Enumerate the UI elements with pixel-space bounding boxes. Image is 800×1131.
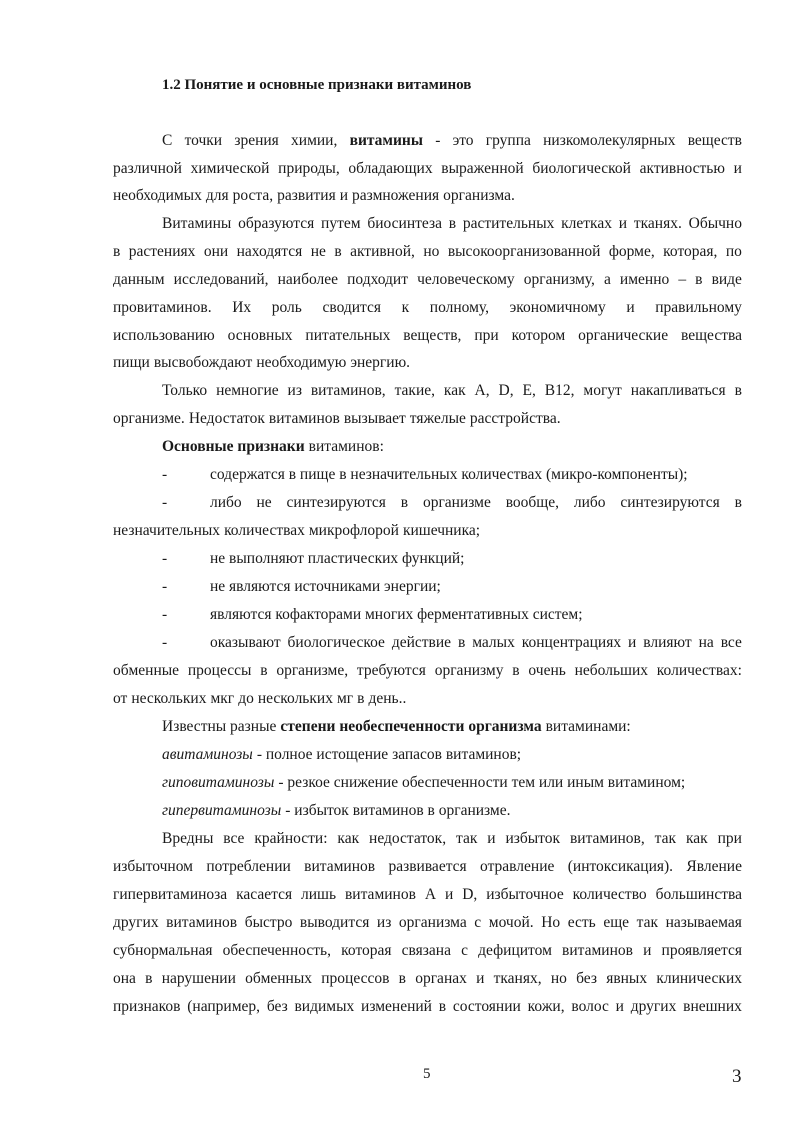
word: процессов xyxy=(321,970,390,987)
p3-line-2 xyxy=(113,409,742,429)
definition-2-term: гиповитаминозы xyxy=(162,774,275,791)
word: в xyxy=(448,215,457,232)
word: с xyxy=(474,914,482,931)
word: лишь xyxy=(301,886,337,903)
word: в xyxy=(438,998,447,1015)
word: клинических xyxy=(656,970,742,987)
word: очень xyxy=(528,662,566,679)
word: развивается xyxy=(388,858,467,875)
word: форме, xyxy=(608,243,655,260)
word: Их xyxy=(232,299,252,316)
word: находятся xyxy=(236,243,303,260)
word: из xyxy=(287,382,302,399)
word: связана xyxy=(401,942,451,959)
list-item-6-line-1 xyxy=(210,633,742,653)
word: данным xyxy=(113,271,165,288)
definition-3-text: - избыток витаминов в организме. xyxy=(285,802,511,819)
word: A xyxy=(424,886,437,903)
word: Обычно xyxy=(688,215,742,232)
list-item-3: не выполняют пластических функций; xyxy=(210,550,465,567)
word: витаминов xyxy=(268,410,340,427)
p6-line-1 xyxy=(162,829,742,849)
word: не xyxy=(310,243,326,260)
definition-1-term: авитаминозы xyxy=(162,746,253,763)
word: организму xyxy=(434,662,504,679)
word: отравление xyxy=(480,858,555,875)
list-dash-5: - xyxy=(162,606,168,623)
word: так xyxy=(636,914,658,931)
word: использованию xyxy=(113,327,215,344)
word: обменных xyxy=(245,970,313,987)
word: для xyxy=(205,187,229,204)
list-item-1: содержатся в пище в незначительных количествах (микро-компоненты); xyxy=(210,466,688,483)
word: мкг xyxy=(210,690,235,707)
word: органах xyxy=(415,970,467,987)
word: недостаток, xyxy=(369,830,447,847)
word: образуются xyxy=(238,215,315,232)
word: а xyxy=(603,271,611,288)
word: в xyxy=(334,243,342,260)
word: тканях, xyxy=(493,970,542,987)
word: необходимую xyxy=(256,354,347,371)
word: количество xyxy=(572,886,647,903)
word: виде xyxy=(711,271,742,288)
p4-rest: витаминов: xyxy=(308,438,384,455)
list-item-5: являются кофакторами многих ферментативных систем; xyxy=(210,606,583,623)
word: организма. xyxy=(443,187,515,204)
word: организма xyxy=(398,914,467,931)
word: нескольких xyxy=(257,690,333,707)
word: субнормальная xyxy=(113,942,213,959)
word: организму, xyxy=(523,271,595,288)
word: основных xyxy=(227,327,293,344)
word: обладающих xyxy=(348,160,433,177)
word: синтезируются xyxy=(286,494,386,511)
word: Но xyxy=(541,914,561,931)
word: растениях xyxy=(128,243,196,260)
word: группа xyxy=(485,132,531,149)
p2-line-5 xyxy=(113,326,742,346)
word: с xyxy=(461,942,469,959)
word: биосинтеза xyxy=(367,215,442,232)
word: микрофлорой xyxy=(308,522,399,539)
word: биологическое xyxy=(287,634,385,651)
p4-line xyxy=(162,437,742,457)
word: правильному xyxy=(655,299,742,316)
word: выводится xyxy=(299,914,370,931)
page-number-secondary: 3 xyxy=(732,1066,742,1087)
word: человеческому xyxy=(417,271,515,288)
word: как xyxy=(337,830,360,847)
word: D, xyxy=(462,886,478,903)
word: витаминов xyxy=(344,886,416,903)
definition-1 xyxy=(162,745,742,765)
word: активной, xyxy=(350,243,415,260)
word: немногие xyxy=(216,382,279,399)
word: именно xyxy=(619,271,670,288)
word: изменений xyxy=(361,998,432,1015)
word: и xyxy=(626,299,635,316)
word: есть xyxy=(567,914,596,931)
word: наиболее xyxy=(277,271,339,288)
word: и xyxy=(615,998,624,1015)
word: размножения xyxy=(352,187,440,204)
word: либо xyxy=(573,494,606,511)
p6-line-2 xyxy=(113,857,742,877)
word: внешних xyxy=(683,998,742,1015)
word: органические xyxy=(578,327,669,344)
p6-line-6 xyxy=(113,969,742,989)
word: различной xyxy=(113,160,182,177)
word: клетках xyxy=(561,215,612,232)
word: точки xyxy=(184,132,223,149)
word: исследований, xyxy=(173,271,269,288)
word: организме, xyxy=(276,662,349,679)
word: кишечника; xyxy=(402,522,481,539)
word: сводится xyxy=(322,299,382,316)
word: пищи xyxy=(113,354,150,371)
page-number: 5 xyxy=(423,1066,431,1082)
word: кожи, xyxy=(527,998,565,1015)
word: высокоорганизованной xyxy=(447,243,601,260)
word: в xyxy=(734,382,742,399)
word: и xyxy=(487,830,496,847)
word: процессы xyxy=(187,662,252,679)
word: но xyxy=(423,243,440,260)
word: развития xyxy=(277,187,336,204)
word: Явление xyxy=(686,858,742,875)
word: небольших xyxy=(574,662,648,679)
section-heading: 1.2 Понятие и основные признаки витаминов xyxy=(162,77,472,93)
word: гипервитаминоза xyxy=(113,886,228,903)
word: активностью xyxy=(639,160,725,177)
word: высвобождают xyxy=(153,354,253,371)
word: так xyxy=(654,830,677,847)
word: в xyxy=(457,634,466,651)
word: потреблении xyxy=(206,858,291,875)
word: организме. xyxy=(113,410,185,427)
word: и xyxy=(628,634,637,651)
word: в xyxy=(357,690,365,707)
word: могут xyxy=(583,382,622,399)
word: вещества xyxy=(681,327,742,344)
word: синтезируются xyxy=(620,494,720,511)
word: в xyxy=(695,271,703,288)
word: витаминов xyxy=(562,942,633,959)
p5-line xyxy=(162,717,742,737)
p2-line-6 xyxy=(113,353,742,373)
word: полному, xyxy=(429,299,490,316)
p3-line-1 xyxy=(162,381,742,401)
word: крайности: xyxy=(254,830,328,847)
word: они xyxy=(203,243,229,260)
p1-line-1 xyxy=(162,131,742,151)
word: либо xyxy=(210,494,242,511)
p2-line-1 xyxy=(162,214,742,234)
p1-line-2 xyxy=(113,159,742,179)
p5-bold: степени необеспеченности организма xyxy=(280,718,542,735)
word: экономичному xyxy=(509,299,606,316)
word: незначительных xyxy=(113,522,221,539)
word: такие, xyxy=(394,382,436,399)
word: состоянии xyxy=(452,998,521,1015)
word: (например, xyxy=(187,998,261,1015)
word: витаминов, xyxy=(310,382,386,399)
word: обеспеченность, xyxy=(222,942,332,959)
word: других xyxy=(113,914,159,931)
word: A, xyxy=(474,382,490,399)
word: как xyxy=(685,830,708,847)
word: (интоксикация). xyxy=(567,858,674,875)
word: накапливаться xyxy=(630,382,726,399)
word: роста, xyxy=(232,187,274,204)
word: и xyxy=(339,187,349,204)
word: в xyxy=(398,970,406,987)
word: в xyxy=(145,970,153,987)
word: мг xyxy=(336,690,354,707)
word: количествах: xyxy=(656,662,742,679)
word: низкомолекулярных xyxy=(543,132,676,149)
word: - xyxy=(435,132,441,149)
word: все xyxy=(720,634,742,651)
p2-line-2 xyxy=(113,242,742,262)
word: подходит xyxy=(347,271,408,288)
word: других xyxy=(630,998,677,1015)
word: витаминов xyxy=(304,858,376,875)
word: веществ, xyxy=(403,327,462,344)
word: провитаминов. xyxy=(113,299,212,316)
word: котором xyxy=(511,327,566,344)
list-dash-1: - xyxy=(162,466,168,483)
list-item-6-line-2 xyxy=(113,661,742,681)
list-item-2-line-1 xyxy=(210,493,742,513)
word: до xyxy=(238,690,254,707)
p5-text-a: Известны разные xyxy=(162,718,277,735)
word: питательных xyxy=(305,327,391,344)
list-dash-2: - xyxy=(162,494,168,511)
word: называемая xyxy=(665,914,742,931)
word: тканях. xyxy=(633,215,682,232)
word: без xyxy=(266,998,288,1015)
word: и xyxy=(643,942,652,959)
word: которая, xyxy=(663,243,718,260)
definition-3-term: гипервитаминозы xyxy=(162,802,282,819)
word: B12, xyxy=(544,382,575,399)
word: выраженной xyxy=(441,160,524,177)
word: витаминов xyxy=(166,914,238,931)
word: проявляется xyxy=(661,942,742,959)
word: все xyxy=(223,830,245,847)
word: касается xyxy=(236,886,293,903)
word: большинства xyxy=(655,886,742,903)
word: количествах xyxy=(224,522,305,539)
word: – xyxy=(678,271,687,288)
word: концентрациях xyxy=(521,634,622,651)
word: нескольких xyxy=(131,690,207,707)
word: видимых xyxy=(294,998,355,1015)
p6-line-3 xyxy=(113,885,742,905)
word: E, xyxy=(522,382,536,399)
word: явных xyxy=(606,970,648,987)
word: не xyxy=(256,494,272,511)
word: в xyxy=(260,662,268,679)
word: так xyxy=(455,830,478,847)
list-dash-3: - xyxy=(162,550,168,567)
p6-line-4 xyxy=(113,913,742,933)
word: на xyxy=(698,634,714,651)
list-dash-4: - xyxy=(162,578,168,595)
word: и xyxy=(444,886,454,903)
bold-term: витамины xyxy=(349,132,423,149)
word: волос xyxy=(571,998,609,1015)
word: энергию. xyxy=(350,354,411,371)
word: при xyxy=(717,830,742,847)
word: путем xyxy=(321,215,361,232)
word: организме xyxy=(422,494,491,511)
list-item-4: не являются источниками энергии; xyxy=(210,578,441,595)
definition-2 xyxy=(162,773,742,793)
list-item-6-line-3 xyxy=(113,689,742,709)
word: биологической xyxy=(532,160,631,177)
p2-line-4 xyxy=(113,298,742,318)
word: химии, xyxy=(291,132,338,149)
word: и xyxy=(618,215,628,232)
word: и xyxy=(733,160,742,177)
definition-1-text: - полное истощение запасов витаминов; xyxy=(256,746,522,763)
word: избыточное xyxy=(486,886,564,903)
word: малых xyxy=(472,634,515,651)
word: при xyxy=(474,327,499,344)
list-dash-6: - xyxy=(162,634,168,651)
definition-3 xyxy=(162,801,742,821)
word: нарушении xyxy=(161,970,236,987)
word: она xyxy=(113,970,136,987)
word: от xyxy=(113,690,128,707)
p4-bold: Основные признаки xyxy=(162,438,305,455)
word: химической xyxy=(190,160,270,177)
word: как xyxy=(443,382,466,399)
p1-line-3 xyxy=(113,186,742,206)
word: в xyxy=(734,494,742,511)
word: но xyxy=(550,970,567,987)
word: Недостаток xyxy=(188,410,265,427)
word: влияют xyxy=(643,634,692,651)
word: еще xyxy=(603,914,630,931)
p6-line-5 xyxy=(113,941,742,961)
word: вызывает xyxy=(343,410,406,427)
word: необходимых xyxy=(113,187,202,204)
word: в xyxy=(400,494,409,511)
word: мочой. xyxy=(488,914,534,931)
list-item-2-line-2 xyxy=(113,521,742,541)
word: растительных xyxy=(462,215,555,232)
word: быстро xyxy=(244,914,293,931)
definition-2-text: - резкое снижение обеспеченности тем или иным витамином; xyxy=(278,774,686,791)
word: Только xyxy=(162,382,208,399)
word: избыточном xyxy=(113,858,193,875)
word: это xyxy=(452,132,474,149)
word: Витамины xyxy=(162,215,232,232)
word: в xyxy=(512,662,520,679)
word: из xyxy=(376,914,392,931)
word: признаков xyxy=(113,998,181,1015)
word: требуются xyxy=(356,662,426,679)
word: витаминов, xyxy=(569,830,645,847)
word: день.. xyxy=(368,690,407,707)
word: которая xyxy=(341,942,392,959)
word: избыток xyxy=(505,830,561,847)
word: по xyxy=(725,243,742,260)
word: веществ xyxy=(687,132,742,149)
word: вообще, xyxy=(505,494,559,511)
word: к xyxy=(401,299,410,316)
p6-line-7 xyxy=(113,997,742,1017)
word: без xyxy=(576,970,597,987)
word: и xyxy=(476,970,485,987)
word: роль xyxy=(271,299,302,316)
word: оказывают xyxy=(210,634,281,651)
word: обменные xyxy=(113,662,180,679)
word: С xyxy=(162,132,173,149)
word: действие xyxy=(391,634,452,651)
word: природы, xyxy=(278,160,340,177)
word: расстройства. xyxy=(469,410,561,427)
word: зрения xyxy=(234,132,279,149)
p5-text-c: витаминами: xyxy=(545,718,631,735)
word: в xyxy=(113,243,121,260)
word: D, xyxy=(498,382,514,399)
word: Вредны xyxy=(162,830,214,847)
word: дефицитом xyxy=(478,942,552,959)
p2-line-3 xyxy=(113,270,742,290)
word: тяжелые xyxy=(409,410,466,427)
